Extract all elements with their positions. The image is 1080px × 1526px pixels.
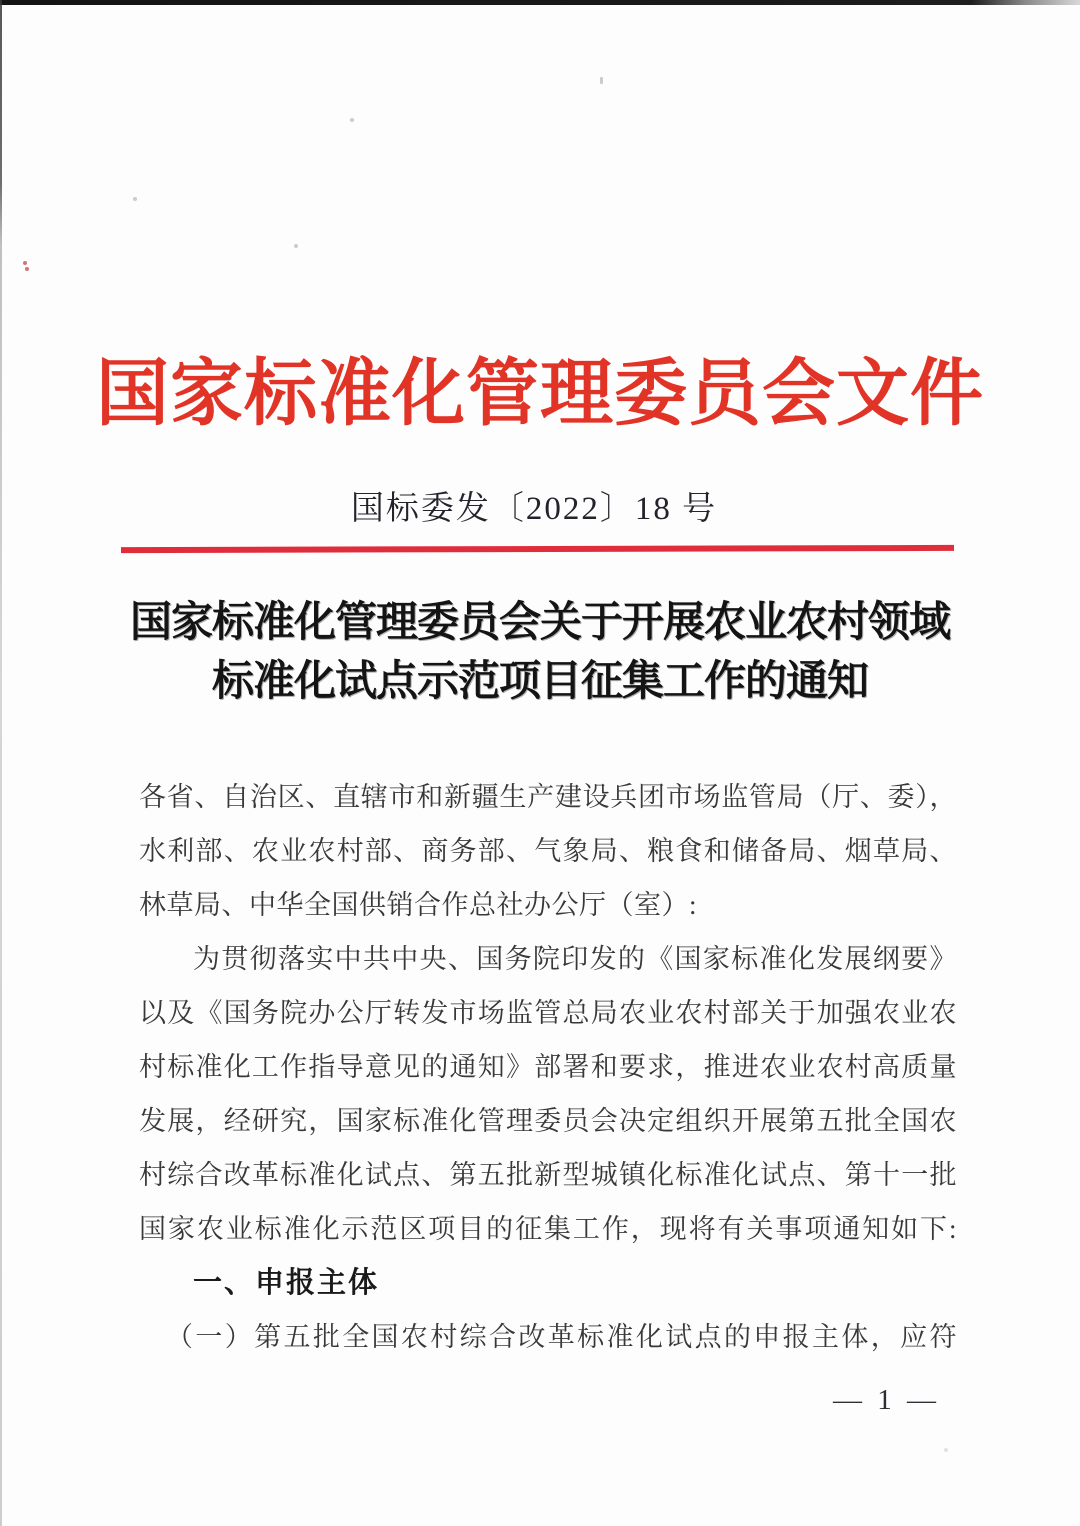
section-heading-application-subject: 一、申报主体 — [193, 1267, 380, 1299]
body-line: （一）第五批全国农村综合改革标准化试点的申报主体，应符 — [166, 1322, 957, 1352]
notice-subject-title — [60, 592, 1020, 710]
body-line: 为贯彻落实中共中央、国务院印发的《国家标准化发展纲要》 — [193, 944, 957, 974]
body-line: 各省、自治区、直辖市和新疆生产建设兵团市场监管局（厅、委）， — [139, 782, 957, 812]
red-divider-line — [121, 545, 954, 553]
body-line: 国家农业标准化示范区项目的征集工作，现将有关事项通知如下: — [139, 1214, 957, 1244]
body-line: 村综合改革标准化试点、第五批新型城镇化标准化试点、第十一批 — [139, 1160, 957, 1190]
subject-line-1: 国家标准化管理委员会关于开展农业农村领域 — [129, 598, 950, 645]
scan-speck — [600, 77, 603, 84]
scan-speck — [25, 267, 29, 271]
document-number: 国标委发〔2022〕18 号 — [350, 491, 718, 527]
body-line: 发展，经研究，国家标准化管理委员会决定组织开展第五批全国农 — [139, 1106, 957, 1136]
body-line: 村标准化工作指导意见的通知》部署和要求，推进农业农村高质量 — [139, 1052, 957, 1082]
scan-speck — [23, 261, 27, 265]
agency-banner-title: 国家标准化管理委员会文件 — [96, 352, 984, 434]
body-line: 林草局、中华全国供销合作总社办公厅（室）: — [139, 890, 698, 920]
scan-speck — [944, 1448, 948, 1452]
body-line: 水利部、农业农村部、商务部、气象局、粮食和储备局、烟草局、 — [139, 836, 957, 866]
scan-speck — [294, 244, 298, 248]
scan-top-edge — [0, 0, 1080, 5]
scan-speck — [133, 197, 137, 201]
page-number: — 1 — — [833, 1384, 940, 1416]
scan-left-edge — [0, 0, 2, 1526]
body-line: 以及《国务院办公厅转发市场监管总局农业农村部关于加强农业农 — [139, 998, 957, 1028]
scan-speck — [350, 118, 354, 122]
subject-line-2: 标准化试点示范项目征集工作的通知 — [211, 657, 868, 704]
notice-body — [139, 770, 957, 1364]
